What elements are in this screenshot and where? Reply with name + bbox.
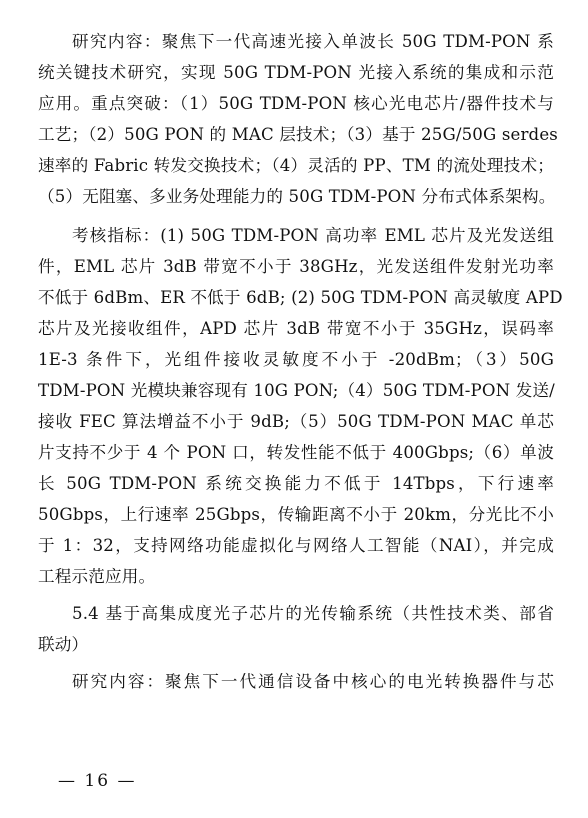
- paragraph-line: （5）无阻塞、多业务处理能力的 50G TDM-PON 分布式体系架构。: [38, 187, 556, 206]
- paragraph-line: 芯片及光接收组件，APD 芯片 3dB 带宽不小于 35GHz，误码率: [38, 319, 554, 338]
- paragraph-line: 统关键技术研究，实现 50G TDM-PON 光接入系统的集成和示范: [38, 63, 554, 82]
- paragraph-line: 1E-3 条件下，光组件接收灵敏度不小于 -20dBm；（3）50G: [38, 350, 554, 369]
- paragraph-line: 50Gbps，上行速率 25Gbps，传输距离不小于 20km，分光比不小: [38, 505, 554, 524]
- paragraph-line: 长 50G TDM-PON 系统交换能力不低于 14Tbps，下行速率: [38, 474, 554, 493]
- paragraph-line: 研究内容：聚焦下一代通信设备中核心的电光转换器件与芯: [72, 672, 554, 691]
- page-number: — 16 —: [58, 771, 137, 791]
- section-heading: 5.4 基于高集成度光子芯片的光传输系统（共性技术类、部省: [72, 604, 554, 623]
- paragraph-line: 工艺；（2）50G PON 的 MAC 层技术；（3）基于 25G/50G serdes: [38, 125, 558, 144]
- paragraph-line: 接收 FEC 算法增益不小于 9dB;（5）50G TDM-PON MAC 单芯: [38, 412, 554, 431]
- section-heading: 联动）: [38, 635, 89, 654]
- paragraph-line: TDM-PON 光模块兼容现有 10G PON;（4）50G TDM-PON 发送/: [38, 381, 555, 400]
- paragraph-line: 件，EML 芯片 3dB 带宽不小于 38GHz，光发送组件发射光功率: [38, 257, 554, 276]
- paragraph-line: 研究内容：聚焦下一代高速光接入单波长 50G TDM-PON 系: [72, 32, 554, 51]
- paragraph-line: 不低于 6dBm、ER 不低于 6dB; (2) 50G TDM-PON 高灵敏度 APD: [38, 288, 563, 307]
- paragraph-line: 工程示范应用。: [38, 567, 156, 586]
- paragraph-line: 于 1：32，支持网络功能虚拟化与网络人工智能（NAI），并完成: [38, 536, 554, 555]
- paragraph-line: 应用。重点突破：（1）50G TDM-PON 核心光电芯片/器件技术与: [38, 94, 554, 113]
- paragraph-line: 速率的 Fabric 转发交换技术；（4）灵活的 PP、TM 的流处理技术；: [38, 156, 554, 175]
- paragraph-line: 片支持不少于 4 个 PON 口，转发性能不低于 400Gbps;（6）单波: [38, 443, 554, 462]
- paragraph-line: 考核指标：(1) 50G TDM-PON 高功率 EML 芯片及光发送组: [72, 226, 554, 245]
